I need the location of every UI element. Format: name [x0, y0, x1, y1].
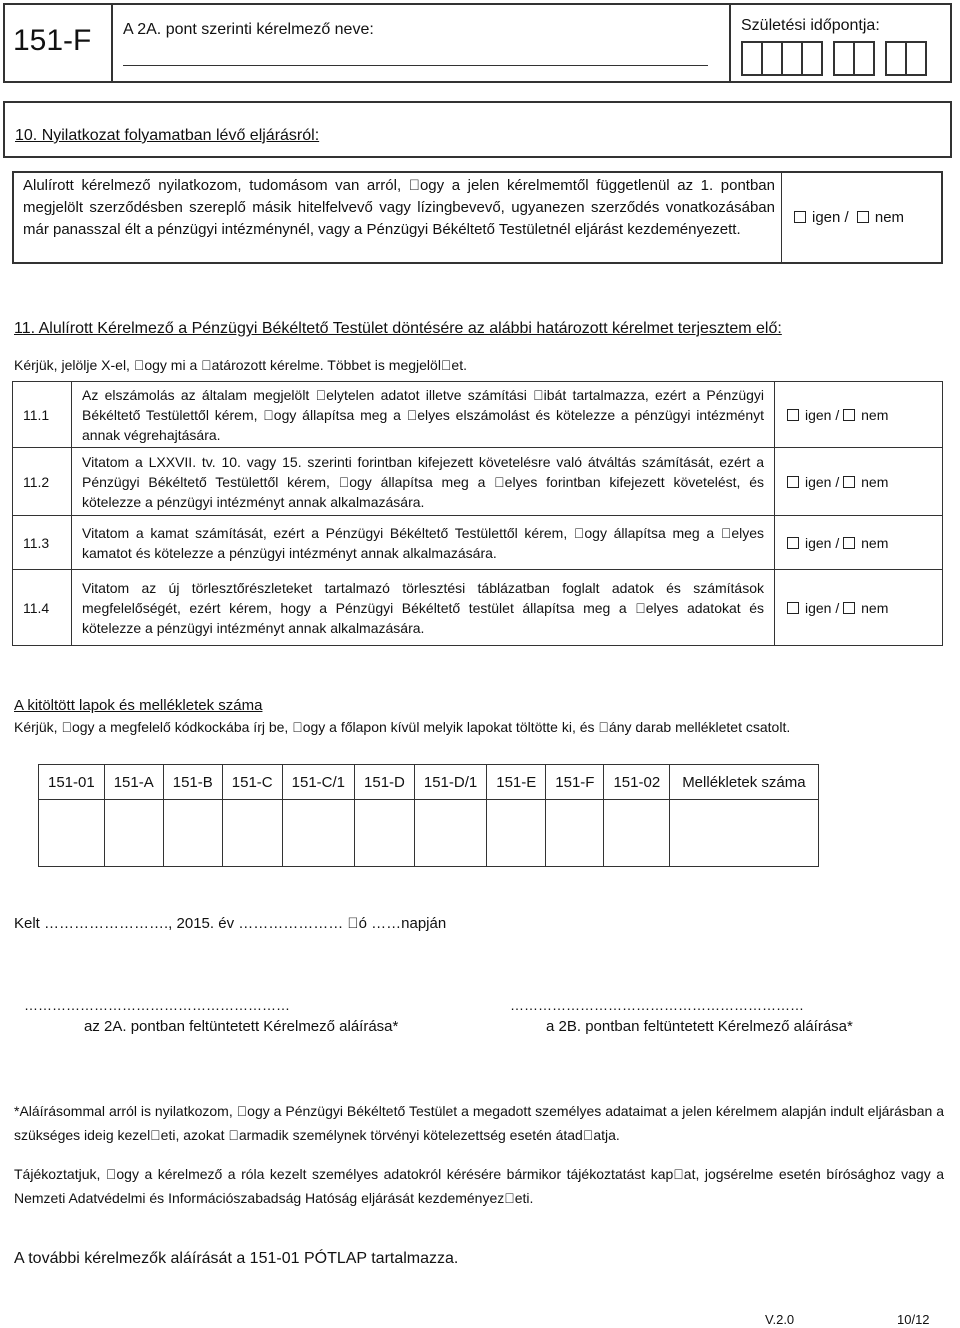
form-code: 151-F: [13, 24, 92, 57]
code-input[interactable]: [670, 800, 818, 867]
digit-box[interactable]: [885, 41, 907, 76]
no-label: nem: [874, 209, 905, 226]
attachments-instruction: Kérjük,  ogy a megfelelő kódkockába írj be,  ogy a főlapon kívül melyik lapokat töltötte ki, és  ány darab mellékletet csatolt.: [14, 719, 791, 735]
item-answer: [775, 516, 943, 570]
section-10-answer: [794, 209, 904, 226]
section-10-title: 10. Nyilatkozat folyamatban lévő eljárásról:: [15, 127, 320, 144]
code-input-row: [39, 800, 819, 867]
signature-dots-left[interactable]: …………………………………………………: [24, 997, 290, 1013]
code-cell: Mellékletek száma: [670, 765, 818, 800]
code-input[interactable]: [604, 800, 670, 867]
item-answer: [775, 448, 943, 516]
applicant-name-field[interactable]: [123, 65, 708, 66]
section-11-instruction: Kérjük, jelölje X-el,  ogy mi a  atározott kérelme. Többet is megjelöl et.: [14, 357, 467, 373]
checkbox-no[interactable]: [843, 409, 855, 421]
code-cell: 151-B: [163, 765, 222, 800]
no-label: nem: [861, 473, 889, 490]
digit-box[interactable]: [833, 41, 855, 76]
table-row: [13, 448, 943, 516]
code-cell: 151-01: [39, 765, 105, 800]
item-number: 11.2: [13, 448, 72, 516]
checkbox-no[interactable]: [843, 537, 855, 549]
no-label: nem: [861, 599, 889, 616]
code-input[interactable]: [355, 800, 415, 867]
birth-date-label: Születési időpontja:: [741, 17, 880, 34]
digit-box[interactable]: [761, 41, 783, 76]
item-text: Vitatom az új törlesztőrészleteket tartalmazó törlesztési táblázatban foglalt adatok és számítások megfelelőségét, ezért kérem, hogy a Pénzügyi Békéltető testület állapítsa meg a  elyes adatokat és kötelezze a pénzügyi intézményt annak alkalmazására.: [72, 570, 775, 646]
code-header-row: [39, 765, 819, 800]
item-answer: [775, 382, 943, 448]
no-label: nem: [861, 406, 889, 423]
code-input[interactable]: [163, 800, 222, 867]
form-code-box: [3, 3, 113, 83]
yes-label: igen /: [805, 473, 840, 490]
code-table: [38, 764, 819, 867]
checkbox-no[interactable]: [857, 211, 869, 223]
signature-dots-right[interactable]: ………………………………………………………: [510, 997, 804, 1013]
code-cell: 151-D/1: [414, 765, 486, 800]
no-label: nem: [861, 534, 889, 551]
table-row: [13, 382, 943, 448]
birth-date-digits[interactable]: [741, 41, 925, 81]
code-input[interactable]: [39, 800, 105, 867]
code-cell: 151-C/1: [282, 765, 354, 800]
section-10-text: Alulírott kérelmező nyilatkozom, tudomásom van arról,  ogy a jelen kérelmemtől függetlenül az 1. pontban megjelölt szerződésben szereplő másik hitelfelvevő vagy lízingbevevő, ugyanezen szerződés vonatkozásában már panasszal élt a pénzügyi intézménynél, vagy a Pénzügyi Békéltető Testületnél eljárást kezdeményezett.: [23, 177, 775, 238]
section-10-title-box: [3, 101, 952, 158]
supplement-note: A további kérelmezők aláírását a 151-01 PÓTLAP tartalmazza.: [14, 1250, 459, 1267]
table-row: [13, 516, 943, 570]
yes-label: igen /: [812, 209, 849, 226]
applicant-name-box: [111, 3, 731, 83]
item-number: 11.1: [13, 382, 72, 448]
code-cell: 151-E: [487, 765, 546, 800]
code-input[interactable]: [222, 800, 282, 867]
section-10-box: [12, 171, 943, 264]
version-label: V.2.0: [765, 1312, 795, 1327]
item-text: Vitatom a LXXVII. tv. 10. vagy 15. szerinti forintban kifejezett követelésre való átváltás számítását, ezért a Pénzügyi Békéltető Testülettől kérem,  ogy állapítsa meg a  elyes forintban kifejezett követelést, és kötelezze a pénzügyi intézményt annak alkalmazására.: [72, 448, 775, 516]
code-input[interactable]: [414, 800, 486, 867]
code-cell: 151-C: [222, 765, 282, 800]
digit-box[interactable]: [781, 41, 803, 76]
applicant-name-label: A 2A. pont szerinti kérelmező neve:: [123, 21, 374, 38]
code-input[interactable]: [282, 800, 354, 867]
code-cell: 151-A: [104, 765, 163, 800]
yes-label: igen /: [805, 534, 840, 551]
digit-box[interactable]: [741, 41, 763, 76]
section-10-divider: [781, 173, 782, 262]
signature-label-right: a 2B. pontban feltüntetett Kérelmező aláírása*: [546, 1018, 853, 1035]
checkbox-yes[interactable]: [787, 602, 799, 614]
checkbox-no[interactable]: [843, 602, 855, 614]
birth-date-box: [729, 3, 952, 83]
checkbox-no[interactable]: [843, 476, 855, 488]
checkbox-yes[interactable]: [787, 537, 799, 549]
checkbox-yes[interactable]: [787, 409, 799, 421]
code-input[interactable]: [546, 800, 604, 867]
table-row: [13, 570, 943, 646]
info-note: Tájékoztatjuk,  ogy a kérelmező a róla kezelt személyes adatokról kérésére bármikor tájékoztatást kap at, jogsérelme esetén bírósághoz vagy a Nemzeti Adatvédelmi és Információszabadság Hatóság eljárását kezdeményez eti.: [14, 1166, 944, 1206]
request-table: [12, 381, 943, 646]
section-11-title: 11. Alulírott Kérelmező a Pénzügyi Békéltető Testület döntésére az alábbi határozott kérelmet terjesztem elő:: [14, 320, 782, 337]
code-cell: 151-D: [355, 765, 415, 800]
item-text: Az elszámolás az általam megjelölt  elytelen adatot illetve számítási  ibát tartalmazza, ezért a Pénzügyi Békéltető Testülettől kérem,  ogy állapítsa meg a  elyes elszámolást és kötelezze a pénzügyi intézményt annak végrehajtására.: [72, 382, 775, 448]
code-input[interactable]: [104, 800, 163, 867]
code-cell: 151-02: [604, 765, 670, 800]
code-input[interactable]: [487, 800, 546, 867]
attachments-title: A kitöltött lapok és mellékletek száma: [14, 697, 263, 714]
digit-box[interactable]: [853, 41, 875, 76]
checkbox-yes[interactable]: [787, 476, 799, 488]
digit-box[interactable]: [905, 41, 927, 76]
date-line[interactable]: Kelt ……………………., 2015. év …………………  ó ……napján: [14, 915, 447, 932]
yes-label: igen /: [805, 599, 840, 616]
item-number: 11.3: [13, 516, 72, 570]
signature-label-left: az 2A. pontban feltüntetett Kérelmező aláírása*: [84, 1018, 399, 1035]
page-number: 10/12: [897, 1312, 930, 1327]
item-text: Vitatom a kamat számítását, ezért a Pénzügyi Békéltető Testülettől kérem,  ogy állapítsa meg a  elyes kamatot és kötelezze a pénzügyi intézményt annak alkalmazására.: [72, 516, 775, 570]
privacy-note: *Aláírásommal arról is nyilatkozom,  ogy a Pénzügyi Békéltető Testület a megadott személyes adataimat a jelen kérelmem alapján indult eljárásban a szükséges ideig kezel eti, azokat  armadik személynek törvényi kötelezettség esetén átad atja.: [14, 1103, 944, 1143]
item-number: 11.4: [13, 570, 72, 646]
item-answer: [775, 570, 943, 646]
yes-label: igen /: [805, 406, 840, 423]
checkbox-yes[interactable]: [794, 211, 806, 223]
digit-box[interactable]: [801, 41, 823, 76]
code-cell: 151-F: [546, 765, 604, 800]
